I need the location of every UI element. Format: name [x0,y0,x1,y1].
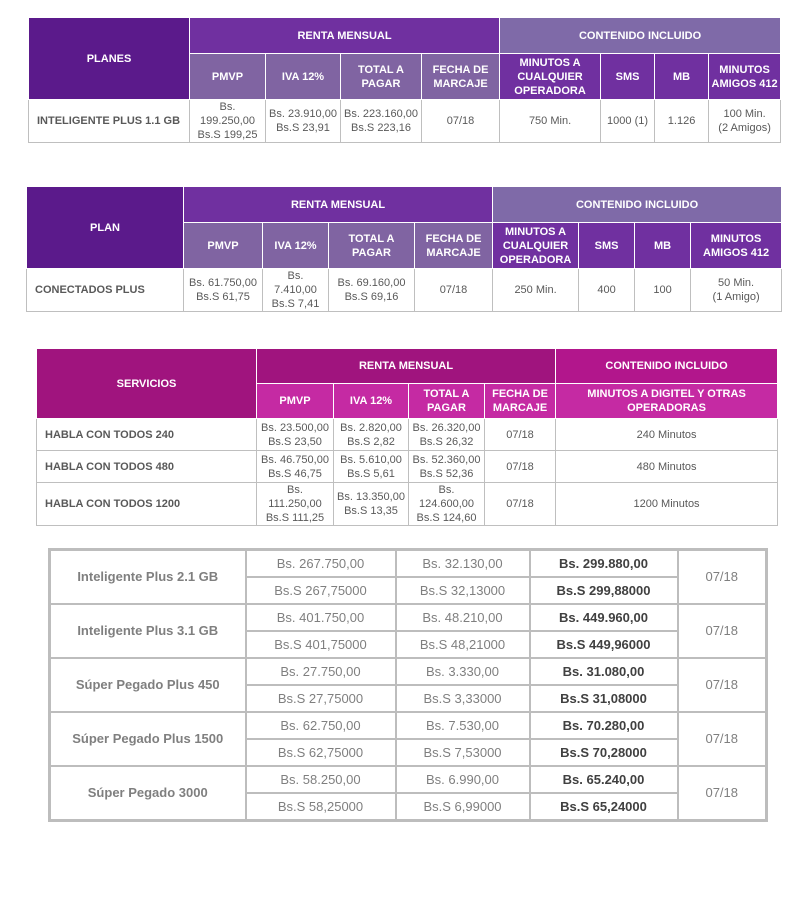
table-row [37,483,778,526]
col-pmvp: PMVP [190,54,266,100]
service-name: HABLA CON TODOS 1200 [37,483,257,526]
amigos-cell: 50 Min. (1 Amigo) [691,269,782,312]
fecha-cell: 07/18 [422,100,500,143]
pmvp-cell: Bs.S 58,25000 [246,793,396,821]
total-cell: Bs. 26.320,00 Bs.S 26,32 [409,419,485,451]
col-total: TOTAL A PAGAR [329,223,415,269]
total-cell: Bs. 299.880,00 [530,550,678,578]
iva-cell: Bs.S 6,99000 [396,793,530,821]
plan-name: Súper Pegado Plus 1500 [50,712,246,766]
col-iva: IVA 12% [263,223,329,269]
pmvp-cell: Bs. 401.750,00 [246,604,396,631]
pmvp-cell: Bs. 111.250,00 Bs.S 111,25 [257,483,334,526]
amigos-cell: 100 Min. (2 Amigos) [709,100,781,143]
total-cell: Bs.S 299,88000 [530,577,678,604]
fecha-cell: 07/18 [485,451,556,483]
iva-cell: Bs. 7.410,00 Bs.S 7,41 [263,269,329,312]
pmvp-cell: Bs. 61.750,00 Bs.S 61,75 [184,269,263,312]
header-planes: PLANES [29,18,190,100]
minutos-cell: 250 Min. [493,269,579,312]
table-row [27,269,782,312]
iva-cell: Bs.S 7,53000 [396,739,530,766]
col-mb: MB [635,223,691,269]
col-sms: SMS [579,223,635,269]
total-cell: Bs. 223.160,00 Bs.S 223,16 [341,100,422,143]
col-total: TOTAL A PAGAR [409,384,485,419]
col-mb: MB [655,54,709,100]
header-renta-mensual: RENTA MENSUAL [257,349,556,384]
plans-table-conectados [26,186,782,312]
mb-cell: 1.126 [655,100,709,143]
table-row [50,658,767,685]
minutos-cell: 750 Min. [500,100,601,143]
total-cell: Bs. 31.080,00 [530,658,678,685]
plan-name: Súper Pegado Plus 450 [50,658,246,712]
pmvp-cell: Bs. 267.750,00 [246,550,396,578]
plans-table-inteligente [28,17,781,143]
fecha-cell: 07/18 [415,269,493,312]
pmvp-cell: Bs. 23.500,00 Bs.S 23,50 [257,419,334,451]
table-row [50,712,767,739]
iva-cell: Bs. 48.210,00 [396,604,530,631]
header-contenido-incluido: CONTENIDO INCLUIDO [500,18,781,54]
header-renta-mensual: RENTA MENSUAL [190,18,500,54]
col-minutos: MINUTOS A CUALQUIER OPERADORA [500,54,601,100]
minutos-cell: 1200 Minutos [556,483,778,526]
table-row [37,451,778,483]
iva-cell: Bs. 32.130,00 [396,550,530,578]
plan-name: Inteligente Plus 2.1 GB [50,550,246,605]
table-row [50,550,767,578]
fecha-cell: 07/18 [678,604,767,658]
mb-cell: 100 [635,269,691,312]
service-name: HABLA CON TODOS 480 [37,451,257,483]
col-sms: SMS [601,54,655,100]
plans-price-table [48,548,768,822]
total-cell: Bs. 70.280,00 [530,712,678,739]
pmvp-cell: Bs.S 27,75000 [246,685,396,712]
fecha-cell: 07/18 [678,766,767,821]
plan-name: Súper Pegado 3000 [50,766,246,821]
total-cell: Bs. 52.360,00 Bs.S 52,36 [409,451,485,483]
table-row [50,766,767,793]
total-cell: Bs.S 449,96000 [530,631,678,658]
iva-cell: Bs.S 32,13000 [396,577,530,604]
iva-cell: Bs. 23.910,00 Bs.S 23,91 [266,100,341,143]
plan-name: CONECTADOS PLUS [27,269,184,312]
total-cell: Bs. 124.600,00 Bs.S 124,60 [409,483,485,526]
pmvp-cell: Bs. 46.750,00 Bs.S 46,75 [257,451,334,483]
table-row [29,100,781,143]
col-fecha: FECHA DE MARCAJE [422,54,500,100]
col-minutos: MINUTOS A CUALQUIER OPERADORA [493,223,579,269]
pmvp-cell: Bs.S 267,75000 [246,577,396,604]
header-plan: PLAN [27,187,184,269]
pmvp-cell: Bs. 199.250,00 Bs.S 199,25 [190,100,266,143]
iva-cell: Bs.S 3,33000 [396,685,530,712]
col-pmvp: PMVP [257,384,334,419]
total-cell: Bs.S 65,24000 [530,793,678,821]
col-fecha: FECHA DE MARCAJE [485,384,556,419]
total-cell: Bs.S 31,08000 [530,685,678,712]
pmvp-cell: Bs. 62.750,00 [246,712,396,739]
col-minutos: MINUTOS A DIGITEL Y OTRAS OPERADORAS [556,384,778,419]
col-iva: IVA 12% [334,384,409,419]
fecha-cell: 07/18 [678,658,767,712]
total-cell: Bs. 449.960,00 [530,604,678,631]
iva-cell: Bs. 7.530,00 [396,712,530,739]
col-pmvp: PMVP [184,223,263,269]
pmvp-cell: Bs. 58.250,00 [246,766,396,793]
col-iva: IVA 12% [266,54,341,100]
pmvp-cell: Bs.S 62,75000 [246,739,396,766]
header-contenido-incluido: CONTENIDO INCLUIDO [493,187,782,223]
pmvp-cell: Bs.S 401,75000 [246,631,396,658]
header-servicios: SERVICIOS [37,349,257,419]
fecha-cell: 07/18 [678,550,767,605]
fecha-cell: 07/18 [678,712,767,766]
table-row [50,604,767,631]
total-cell: Bs. 69.160,00 Bs.S 69,16 [329,269,415,312]
col-total: TOTAL A PAGAR [341,54,422,100]
plan-name: INTELIGENTE PLUS 1.1 GB [29,100,190,143]
total-cell: Bs.S 70,28000 [530,739,678,766]
service-name: HABLA CON TODOS 240 [37,419,257,451]
fecha-cell: 07/18 [485,483,556,526]
col-fecha: FECHA DE MARCAJE [415,223,493,269]
sms-cell: 1000 (1) [601,100,655,143]
total-cell: Bs. 65.240,00 [530,766,678,793]
header-renta-mensual: RENTA MENSUAL [184,187,493,223]
fecha-cell: 07/18 [485,419,556,451]
iva-cell: Bs.S 48,21000 [396,631,530,658]
col-amigos: MINUTOS AMIGOS 412 [709,54,781,100]
plan-name: Inteligente Plus 3.1 GB [50,604,246,658]
col-amigos: MINUTOS AMIGOS 412 [691,223,782,269]
iva-cell: Bs. 6.990,00 [396,766,530,793]
iva-cell: Bs. 13.350,00 Bs.S 13,35 [334,483,409,526]
iva-cell: Bs. 5.610,00 Bs.S 5,61 [334,451,409,483]
sms-cell: 400 [579,269,635,312]
header-contenido-incluido: CONTENIDO INCLUIDO [556,349,778,384]
services-table-habla [36,348,778,526]
minutos-cell: 480 Minutos [556,451,778,483]
table-row [37,419,778,451]
iva-cell: Bs. 2.820,00 Bs.S 2,82 [334,419,409,451]
pmvp-cell: Bs. 27.750,00 [246,658,396,685]
minutos-cell: 240 Minutos [556,419,778,451]
iva-cell: Bs. 3.330,00 [396,658,530,685]
